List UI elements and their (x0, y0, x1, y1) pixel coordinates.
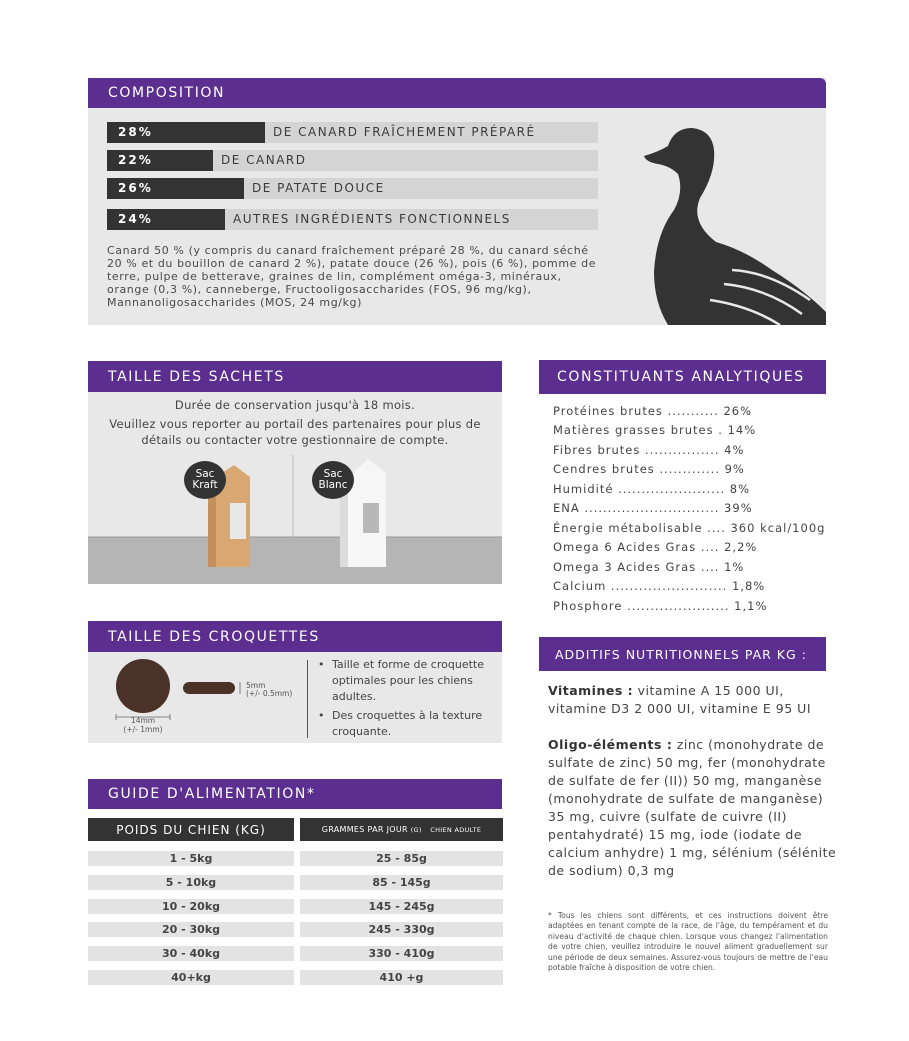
guide-title: GUIDE D'ALIMENTATION* (108, 786, 316, 802)
guide-weight-cell: 5 - 10kg (88, 875, 294, 890)
analytiques-row: Humidité ....................... 8% (553, 482, 751, 496)
analytiques-row: Calcium ......................... 1,8% (553, 579, 766, 593)
guide-col1-header: POIDS DU CHIEN (KG) (88, 818, 294, 841)
composition-bar-3 (107, 178, 598, 199)
composition-bar-1 (107, 122, 598, 143)
composition-bar-label: DE CANARD FRAÎCHEMENT PRÉPARÉ (273, 125, 536, 139)
guide-weight-cell: 20 - 30kg (88, 922, 294, 937)
analytiques-row: Fibres brutes ................ 4% (553, 443, 745, 457)
kraft-badge: Sac Kraft (184, 461, 226, 499)
additifs-title: ADDITIFS NUTRITIONNELS PAR KG : (555, 646, 807, 662)
sachets-line1: Durée de conservation jusqu'à 18 mois. (174, 398, 416, 412)
guide-weight-cell: 30 - 40kg (88, 946, 294, 961)
guide-grams-cell: 85 - 145g (300, 875, 503, 890)
duck-icon (640, 122, 826, 325)
guide-weight-cell: 40+kg (88, 970, 294, 985)
croquettes-bullet: • Taille et forme de croquette optimales pour les chiens adultes. (318, 657, 508, 705)
composition-bar-label: DE CANARD (221, 153, 307, 167)
composition-text: Canard 50 % (y compris du canard fraîchement préparé 28 %, du canard séché 20 % et du bouillon de canard 2 %), patate douce (26 %), pois (6 %), pomme de terre, pulpe de betterave, graines de lin, complément oméga-3, minéraux, orange (0,3 %), canneberge, Fructooligosaccharides (FOS, 96 mg/kg), Mannanoligosaccharides (MOS, 24 mg/kg) (107, 244, 597, 309)
analytiques-row: Omega 6 Acides Gras .... 2,2% (553, 540, 758, 554)
sachets-line2: Veuillez vous reporter au portail des partenaires pour plus de détails ou contacter votre gestionnaire de compte. (109, 417, 481, 447)
guide-grams-cell: 410 +g (300, 970, 503, 985)
guide-weight-cell: 1 - 5kg (88, 851, 294, 866)
analytiques-row: Phosphore ...................... 1,1% (553, 599, 768, 613)
composition-bar-4 (107, 209, 598, 230)
additifs-oligo: Oligo-éléments : zinc (monohydrate de sulfate de zinc) 50 mg, fer (monohydrate de sulfate de fer (II)) 50 mg, manganèse (monohydrate de sulfate de manganèse) 35 mg, cuivre (sulfate de cuivre (II) pentahydraté) 15 mg, iode (iodate de calcium anhydre) 1 mg, sélénium (sélénite de sodium) 0,3 mg (548, 737, 837, 878)
analytiques-row: ENA ............................. 39% (553, 501, 753, 515)
croquettes-bullets (318, 657, 508, 743)
bag-scene (88, 455, 502, 584)
croquettes-bullet: • Des croquettes à la texture croquante. (318, 708, 508, 740)
kibble-thickness: 5mm (+/- 0.5mm) (246, 681, 293, 698)
analytiques-row: Protéines brutes ........... 26% (553, 404, 753, 418)
composition-title: COMPOSITION (108, 85, 226, 101)
composition-bar-label: AUTRES INGRÉDIENTS FONCTIONNELS (233, 212, 511, 226)
croquettes-title: TAILLE DES CROQUETTES (108, 628, 320, 645)
analytiques-row: Énergie métabolisable .... 360 kcal/100g (553, 521, 826, 535)
analytiques-row: Cendres brutes ............. 9% (553, 462, 745, 476)
analytiques-title: CONSTITUANTS ANALYTIQUES (557, 369, 805, 385)
footnote: * Tous les chiens sont différents, et ces instructions doivent être adaptées en tenant compte de la race, de l'âge, du tempérament et du niveau d'activité de chaque chien. Lorsque vous changez l'alimentation de votre chien, veuillez introduire le nouvel aliment graduellement sur une période de deux semaines. Assurez-vous toujours de mettre de l'eau potable fraîche à disposition de votre chien. (548, 911, 828, 973)
analytiques-row: Omega 3 Acides Gras .... 1% (553, 560, 745, 574)
analytiques-header (539, 360, 826, 394)
additifs-vitamines: Vitamines : vitamine A 15 000 UI, vitamine D3 2 000 UI, vitamine E 95 UI (548, 683, 812, 716)
guide-grams-cell: 25 - 85g (300, 851, 503, 866)
guide-grams-cell: 330 - 410g (300, 946, 503, 961)
guide-header (88, 779, 502, 809)
sachets-header (88, 361, 502, 392)
guide-grams-cell: 245 - 330g (300, 922, 503, 937)
guide-grams-cell: 145 - 245g (300, 899, 503, 914)
croquettes-header (88, 621, 502, 652)
composition-bar-2 (107, 150, 598, 171)
composition-bar-fill: 26% (107, 178, 244, 199)
croquettes-divider (307, 660, 308, 738)
composition-header (88, 78, 826, 108)
composition-bar-fill: 24% (107, 209, 225, 230)
blanc-badge: Sac Blanc (312, 461, 354, 499)
sachets-title: TAILLE DES SACHETS (108, 368, 285, 385)
composition-bar-fill: 28% (107, 122, 265, 143)
composition-bar-fill: 22% (107, 150, 213, 171)
composition-bar-label: DE PATATE DOUCE (252, 181, 385, 195)
guide-weight-cell: 10 - 20kg (88, 899, 294, 914)
analytiques-row: Matières grasses brutes . 14% (553, 423, 757, 437)
additifs-header (539, 637, 826, 671)
guide-col2-header: GRAMMES PAR JOUR (G) CHIEN ADULTE (300, 818, 503, 841)
kibble-diameter: 14mm (+/- 1mm) (123, 716, 163, 734)
